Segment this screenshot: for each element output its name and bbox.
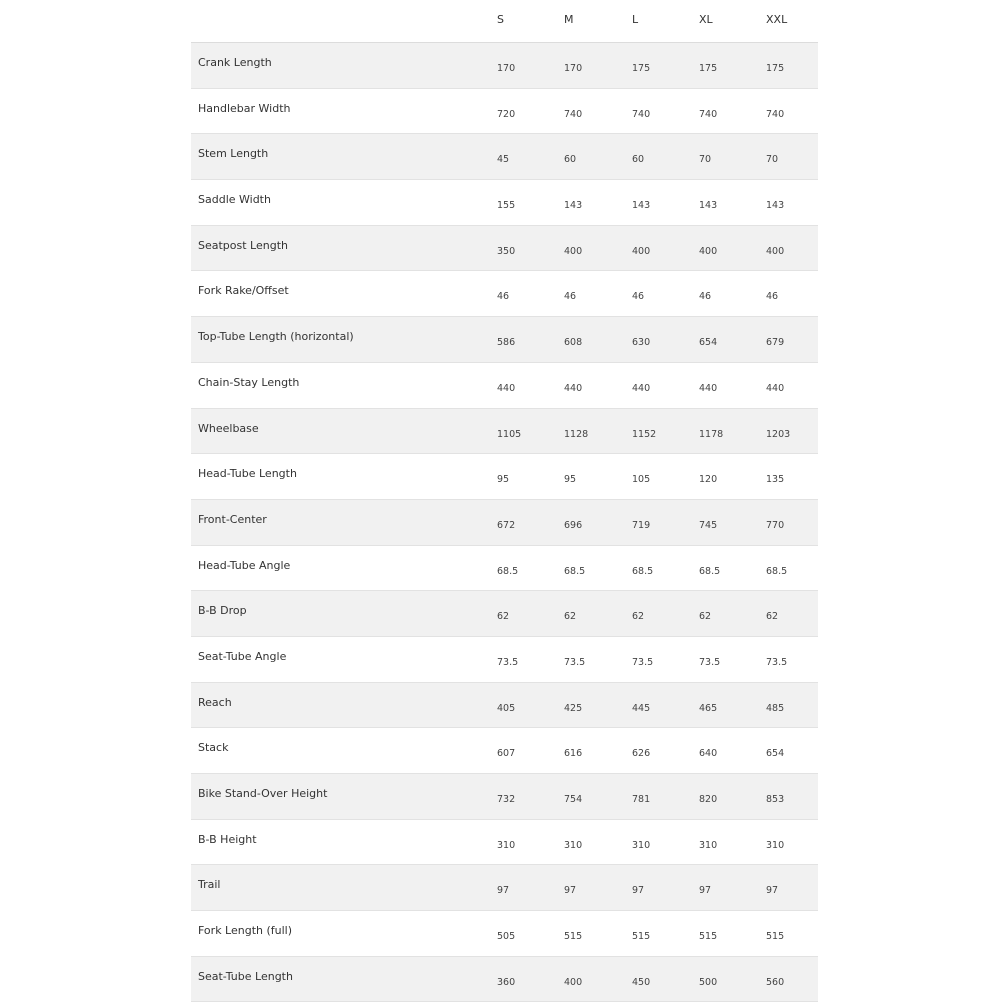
table-cell: 60 bbox=[564, 154, 577, 166]
table-cell: 170 bbox=[564, 63, 583, 74]
table-row bbox=[191, 134, 818, 180]
table-cell: 400 bbox=[564, 245, 583, 257]
column-header-xl: XL bbox=[699, 13, 713, 26]
table-cell: 607 bbox=[497, 748, 516, 760]
table-cell: 46 bbox=[632, 291, 645, 303]
table-cell: 97 bbox=[766, 885, 779, 897]
table-cell: 515 bbox=[699, 931, 718, 943]
table-cell: 745 bbox=[699, 519, 718, 531]
table-cell: 450 bbox=[632, 976, 651, 988]
table-cell: 679 bbox=[766, 337, 785, 349]
table-cell: 672 bbox=[497, 519, 516, 531]
table-row bbox=[191, 865, 818, 911]
table-cell: 720 bbox=[497, 108, 516, 120]
table-cell: 95 bbox=[564, 474, 577, 486]
table-cell: 73.5 bbox=[632, 656, 654, 668]
table-cell: 440 bbox=[699, 382, 718, 394]
table-cell: 360 bbox=[497, 976, 516, 988]
table-cell: 616 bbox=[564, 748, 583, 760]
table-cell: 310 bbox=[564, 839, 583, 851]
table-row bbox=[191, 43, 818, 89]
table-cell: 120 bbox=[699, 474, 718, 486]
table-cell: 853 bbox=[766, 794, 785, 805]
table-cell: 640 bbox=[699, 748, 718, 760]
table-cell: 770 bbox=[766, 519, 785, 531]
row-label: Seat-Tube Length bbox=[198, 969, 293, 983]
table-cell: 97 bbox=[497, 885, 510, 897]
table-body bbox=[191, 43, 818, 1002]
table-cell: 175 bbox=[632, 63, 651, 74]
row-label: Head-Tube Length bbox=[198, 467, 297, 481]
table-cell: 400 bbox=[632, 245, 651, 257]
table-cell: 68.5 bbox=[766, 565, 788, 577]
table-row bbox=[191, 363, 818, 409]
table-row bbox=[191, 957, 818, 1002]
table-cell: 68.5 bbox=[564, 565, 586, 577]
row-label: B-B Height bbox=[198, 832, 257, 846]
table-cell: 740 bbox=[632, 108, 651, 120]
table-cell: 70 bbox=[766, 154, 779, 166]
table-cell: 440 bbox=[497, 382, 516, 394]
table-cell: 445 bbox=[632, 702, 651, 714]
table-cell: 1128 bbox=[564, 428, 589, 440]
row-label: Fork Length (full) bbox=[198, 924, 293, 938]
table-cell: 135 bbox=[766, 474, 785, 486]
column-header-xxl: XXL bbox=[766, 13, 788, 26]
row-label: Seat-Tube Angle bbox=[198, 649, 287, 663]
table-cell: 485 bbox=[766, 702, 785, 714]
table-cell: 400 bbox=[766, 245, 785, 257]
table-cell: 654 bbox=[699, 337, 718, 349]
row-label: Saddle Width bbox=[198, 193, 271, 207]
table-cell: 70 bbox=[699, 154, 712, 166]
table-row bbox=[191, 89, 818, 135]
table-cell: 820 bbox=[699, 794, 718, 805]
table-cell: 350 bbox=[497, 245, 516, 257]
table-cell: 73.5 bbox=[766, 656, 788, 668]
table-cell: 630 bbox=[632, 337, 651, 349]
table-cell: 62 bbox=[564, 611, 577, 623]
table-row bbox=[191, 911, 818, 957]
table-cell: 175 bbox=[699, 63, 718, 74]
table-cell: 440 bbox=[766, 382, 785, 394]
table-cell: 1152 bbox=[632, 428, 657, 440]
table-cell: 155 bbox=[497, 200, 516, 212]
table-cell: 465 bbox=[699, 702, 718, 714]
table-cell: 73.5 bbox=[497, 656, 519, 668]
table-cell: 1105 bbox=[497, 428, 522, 440]
row-label: Reach bbox=[198, 695, 232, 709]
table-row bbox=[191, 820, 818, 866]
table-cell: 68.5 bbox=[497, 565, 519, 577]
table-row bbox=[191, 683, 818, 729]
table-cell: 515 bbox=[766, 931, 785, 943]
table-row bbox=[191, 226, 818, 272]
table-cell: 740 bbox=[564, 108, 583, 120]
table-cell: 175 bbox=[766, 63, 785, 74]
table-cell: 781 bbox=[632, 794, 651, 805]
table-cell: 515 bbox=[564, 931, 583, 943]
table-row bbox=[191, 637, 818, 683]
table-cell: 626 bbox=[632, 748, 651, 760]
table-cell: 310 bbox=[497, 839, 516, 851]
table-cell: 68.5 bbox=[699, 565, 721, 577]
row-label: Crank Length bbox=[198, 56, 272, 69]
table-cell: 143 bbox=[699, 200, 718, 212]
table-cell: 143 bbox=[766, 200, 785, 212]
column-header-s: S bbox=[497, 13, 504, 26]
table-cell: 143 bbox=[632, 200, 651, 212]
table-cell: 732 bbox=[497, 794, 516, 805]
table-cell: 60 bbox=[632, 154, 645, 166]
row-label: Front-Center bbox=[198, 512, 267, 526]
table-cell: 505 bbox=[497, 931, 516, 943]
table-cell: 400 bbox=[564, 976, 583, 988]
table-cell: 143 bbox=[564, 200, 583, 212]
table-cell: 754 bbox=[564, 794, 583, 805]
row-label: Head-Tube Angle bbox=[198, 558, 291, 572]
row-label: Handlebar Width bbox=[198, 101, 291, 115]
table-cell: 719 bbox=[632, 519, 651, 531]
row-label: Fork Rake/Offset bbox=[198, 284, 289, 298]
column-header-m: M bbox=[564, 13, 574, 26]
table-cell: 654 bbox=[766, 748, 785, 760]
table-row bbox=[191, 591, 818, 637]
table-row bbox=[191, 728, 818, 774]
table-cell: 97 bbox=[564, 885, 577, 897]
table-cell: 97 bbox=[632, 885, 645, 897]
row-label: Wheelbase bbox=[198, 421, 259, 435]
row-label: Chain-Stay Length bbox=[198, 375, 300, 389]
table-cell: 73.5 bbox=[564, 656, 586, 668]
table-row bbox=[191, 409, 818, 455]
table-cell: 62 bbox=[766, 611, 779, 623]
table-cell: 560 bbox=[766, 976, 785, 988]
table-cell: 170 bbox=[497, 63, 516, 74]
table-cell: 97 bbox=[699, 885, 712, 897]
table-cell: 62 bbox=[497, 611, 510, 623]
table-cell: 310 bbox=[766, 839, 785, 851]
table-row bbox=[191, 271, 818, 317]
table-row bbox=[191, 500, 818, 546]
table-cell: 310 bbox=[632, 839, 651, 851]
table-row bbox=[191, 546, 818, 592]
table-cell: 310 bbox=[699, 839, 718, 851]
row-label: B-B Drop bbox=[198, 604, 247, 618]
table-cell: 46 bbox=[564, 291, 577, 303]
table-cell: 740 bbox=[699, 108, 718, 120]
table-cell: 696 bbox=[564, 519, 583, 531]
table-cell: 1203 bbox=[766, 428, 791, 440]
table-cell: 73.5 bbox=[699, 656, 721, 668]
row-label: Bike Stand-Over Height bbox=[198, 787, 328, 800]
table-cell: 95 bbox=[497, 474, 510, 486]
row-label: Seatpost Length bbox=[198, 238, 288, 252]
column-header-l: L bbox=[632, 13, 639, 26]
table-cell: 740 bbox=[766, 108, 785, 120]
table-row bbox=[191, 180, 818, 226]
table-cell: 405 bbox=[497, 702, 516, 714]
table-cell: 440 bbox=[564, 382, 583, 394]
table-row bbox=[191, 317, 818, 363]
table-cell: 62 bbox=[699, 611, 712, 623]
table-cell: 440 bbox=[632, 382, 651, 394]
table-cell: 1178 bbox=[699, 428, 724, 440]
table-cell: 46 bbox=[699, 291, 712, 303]
table-header bbox=[191, 0, 818, 43]
row-label: Trail bbox=[198, 878, 221, 892]
table-cell: 425 bbox=[564, 702, 583, 714]
table-cell: 105 bbox=[632, 474, 651, 486]
table-cell: 515 bbox=[632, 931, 651, 943]
table-row bbox=[191, 774, 818, 820]
table-cell: 586 bbox=[497, 337, 516, 349]
table-cell: 608 bbox=[564, 337, 583, 349]
table-cell: 500 bbox=[699, 976, 718, 988]
table-row bbox=[191, 454, 818, 500]
row-label: Stem Length bbox=[198, 147, 269, 161]
table-cell: 68.5 bbox=[632, 565, 654, 577]
row-label: Top-Tube Length (horizontal) bbox=[198, 330, 354, 344]
table-cell: 400 bbox=[699, 245, 718, 257]
geometry-table bbox=[191, 0, 818, 1002]
table-cell: 46 bbox=[497, 291, 510, 303]
table-cell: 62 bbox=[632, 611, 645, 623]
table-cell: 46 bbox=[766, 291, 779, 303]
row-label: Stack bbox=[198, 741, 229, 755]
table-cell: 45 bbox=[497, 154, 510, 166]
